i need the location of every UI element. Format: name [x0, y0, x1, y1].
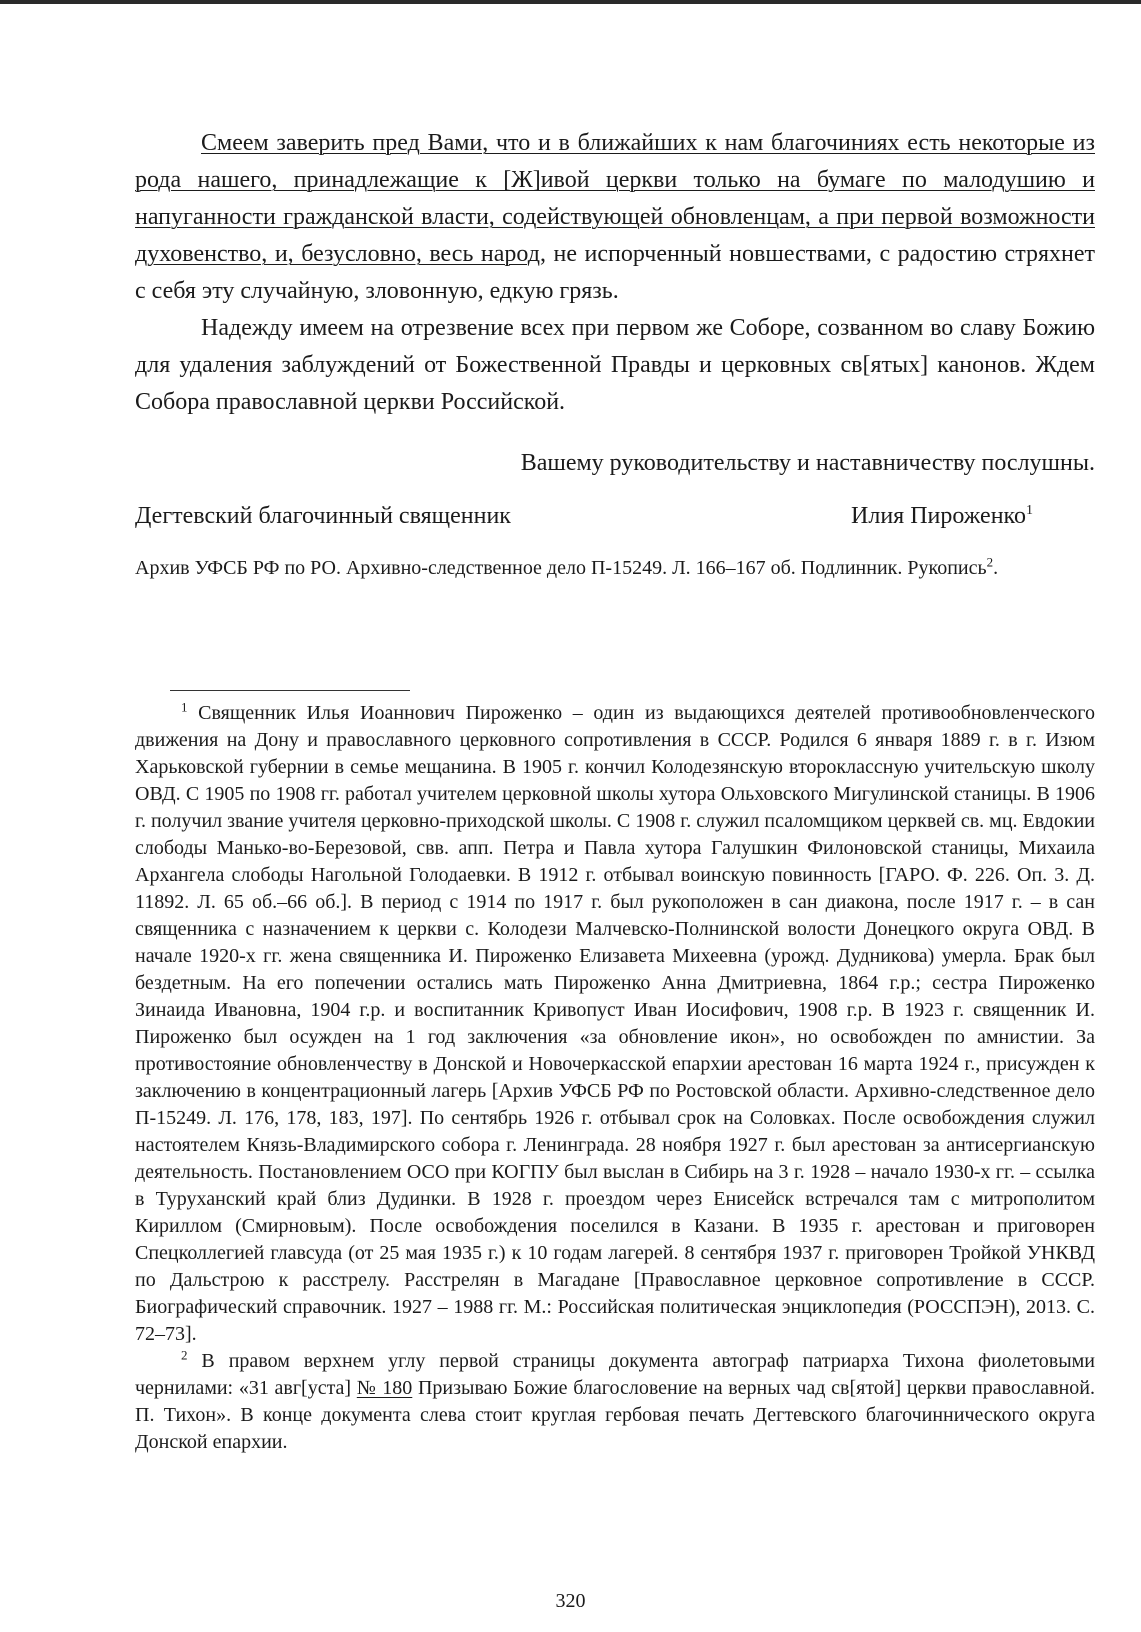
signature-line: [135, 498, 1095, 535]
signature-name: Илия Пироженко: [851, 503, 1026, 529]
footnote-1: [135, 700, 1095, 1348]
archive-reference: [135, 553, 1095, 583]
footnote-2-underlined: № 180: [356, 1377, 413, 1399]
underlined-text: Смеем заверить пред Вами, что и в ближайших к нам благочиниях есть некоторые из рода нашего, принадлежащие к [Ж]ивой церкви только на бумаге по малодушию и напуганности гражданской власти, содействующей обновленцам, а при первой возможности духовенство, и, безусловно, весь народ: [135, 130, 1095, 267]
closing-line: Вашему руководительству и наставничеству послушны.: [520, 450, 1095, 476]
footnote-ref-2: 2: [986, 554, 994, 570]
footnote-separator: [170, 690, 410, 691]
letter-body: [135, 125, 1095, 421]
footnote-1-text: Священник Илья Иоаннович Пироженко – один из выдающихся деятелей противообновленческого движения на Дону и православного церковного сопротивления в СССР. Родился 6 января 1889 г. в г. Изюм Харьковской губернии в семье мещанина. В 1905 г. кончил Колодезянскую второклассную учительскую школу ОВД. С 1905 по 1908 гг. работал учителем церковной школы хутора Ольховского Мигулинской станицы. В 1906 г. получил звание учителя церковно-приходской школы. С 1908 г. служил псаломщиком церквей св. мц. Евдокии слободы Манько-во-Березовой, свв. апп. Петра и Павла хутора Галушкин Филоновской станицы, Михаила Архангела слободы Нагольной Голодаевки. В 1912 г. отбывал воинскую повинность [ГАРО. Ф. 226. Оп. 3. Д. 11892. Л. 65 об.–66 об.]. В период с 1914 по 1917 г. был рукоположен в сан диакона, после 1917 г. – в сан священника с назначением к церкви с. Колодези Малчевско-Полнинской волости Донецкого округа ОВД. В начале 1920-х гг. жена священника И. Пироженко Елизавета Михеевна (урожд. Дудникова) умерла. Брак был бездетным. На его попечении остались мать Пироженко Анна Дмитриевна, 1864 г.р.; сестра Пироженко Зинаида Ивановна, 1904 г.р. и воспитанник Кривопуст Иван Иосифович, 1908 г.р. В 1923 г. священник И. Пироженко был осужден на 1 год заключения «за обновление икон», но освобожден по амнистии. За противостояние обновленчеству в Донской и Новочеркасской епархии арестован 16 марта 1924 г., присужден к заключению в концентрационный лагерь [Архив УФСБ РФ по Ростовской области. Архивно-следственное дело П-15249. Л. 176, 178, 183, 197]. По сентябрь 1926 г. отбывал срок на Соловках. После освобождения служил настоятелем Князь-Владимирского собора г. Ленинграда. 28 ноября 1927 г. был арестован за антисергианскую деятельность. Постановлением ОСО при КОГПУ был выслан в Сибирь на 3 г. 1928 – начало 1930-х гг. – ссылка в Туруханский край близ Дудинки. В 1928 г. проездом через Енисейск встречался там с митрополитом Кириллом (Смирновым). После освобождения поселился в Казани. В 1935 г. арестован и приговорен Спецколлегией главсуда (от 25 мая 1935 г.) к 10 годам лагерей. 8 сентября 1937 г. приговорен Тройкой УНКВД по Дальстрою к расстрелу. Расстрелян в Магадане [Православное церковное сопротивление в СССР. Биографический справочник. 1927 – 1988 гг. М.: Российская политическая энциклопедия (РОССПЭН), 2013. С. 72–73].: [135, 702, 1095, 1345]
archive-period: .: [993, 557, 999, 579]
scan-top-edge: [0, 0, 1141, 4]
paragraph-2: Надежду имеем на отрезвение всех при первом же Соборе, созванном во славу Божию для удаления заблуждений от Божественной Правды и церковных св[ятых] канонов. Ждем Собора православной церкви Российской.: [135, 315, 1095, 415]
paragraph-1: [135, 125, 1095, 310]
footnote-2-text-a: В правом верхнем углу первой страницы документа автограф патриарха Тихона фиолетовыми чернилами: «31 авг[уста]: [135, 1350, 1095, 1399]
document-page: [135, 125, 1095, 583]
paragraph-1-rest: , не испорченный новшествами, с радостию стряхнет с себя эту случайную, зловонную, едкую грязь.: [135, 241, 1095, 304]
footnotes: [135, 700, 1095, 1456]
footnote-2: [135, 1348, 1095, 1456]
footnote-2-number: 2: [181, 1347, 188, 1363]
signature-name-wrap: [851, 498, 1033, 535]
footnote-2-text-b: Призываю Божие благословение на верных чад св[ятой] церкви православной. П. Тихон». В конце документа слева стоит круглая гербовая печать Дегтевского благочиннического округа Донской епархии.: [135, 1377, 1095, 1453]
archive-text: Архив УФСБ РФ по РО. Архивно-следственное дело П-15249. Л. 166–167 об. Подлинник. Рукопись: [135, 557, 987, 579]
footnote-1-number: 1: [181, 699, 188, 715]
signature-title: Дегтевский благочинный священник: [135, 503, 511, 529]
footnote-ref-1: 1: [1026, 503, 1033, 518]
page-number: 320: [555, 1590, 586, 1612]
